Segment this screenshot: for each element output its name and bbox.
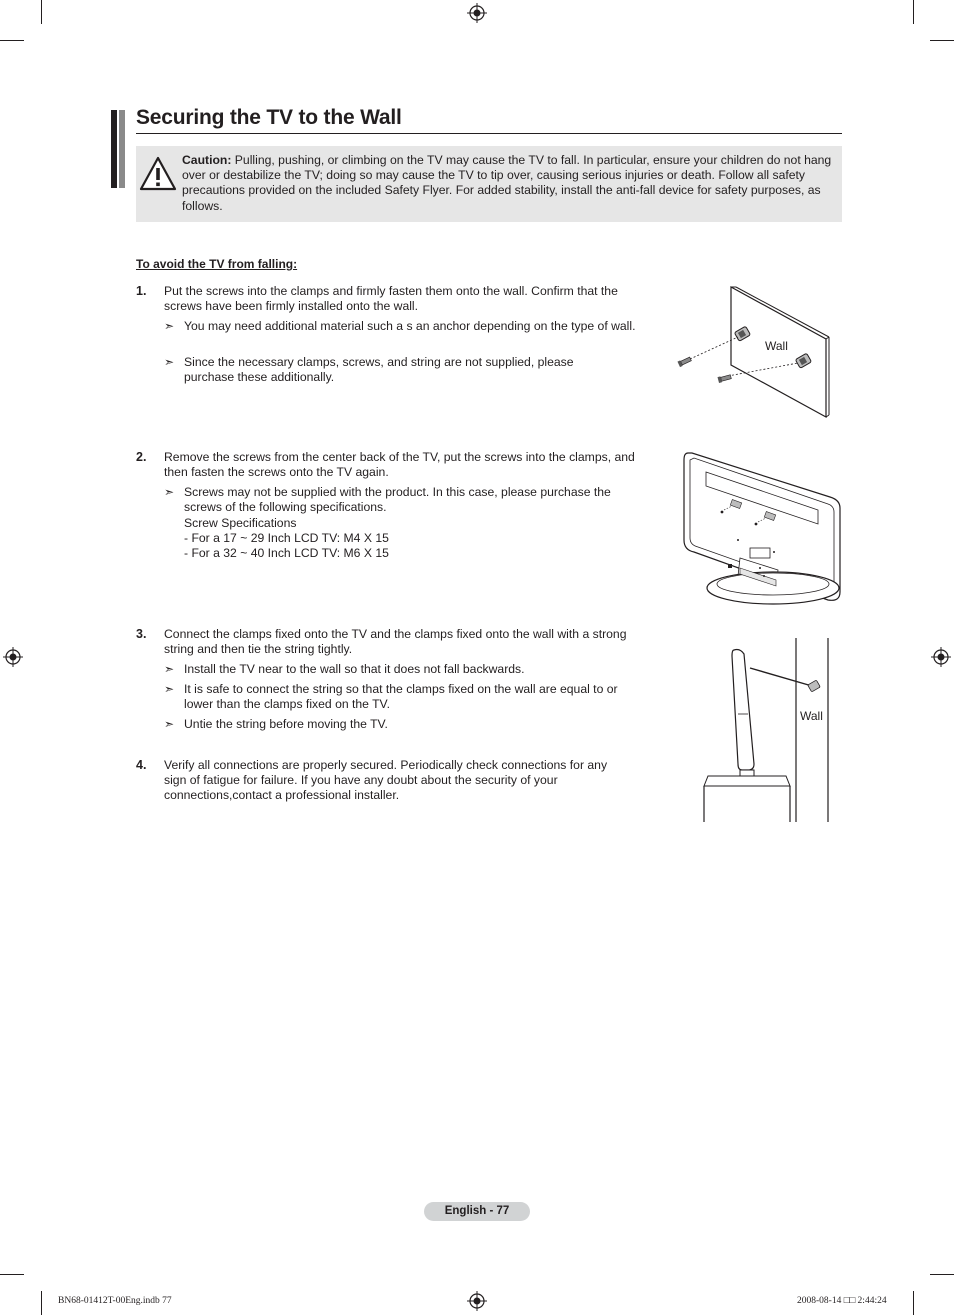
- warning-triangle-icon: [139, 156, 177, 192]
- caution-text: [182, 153, 832, 214]
- print-slug-left: BN68-01412T-00Eng.indb 77: [58, 1296, 172, 1306]
- page-number-badge: English - 77: [424, 1202, 530, 1221]
- crop-mark: [0, 40, 24, 41]
- step-note: It is safe to connect the string so that the clamps fixed on the wall are equal to or lower than the clamps fixed on the TV.: [184, 682, 618, 712]
- caution-body: Pulling, pushing, or climbing on the TV may cause the TV to fall. In particular, ensure your children do not hang over or destabilize the TV; doing so may cause the TV to tip over, causing serious injuries or death. Follow all safety precautions provided on the included Safety Flyer. For added stability, install the anti-fall device for safety purposes, as follows.: [182, 153, 832, 213]
- section-subheading: To avoid the TV from falling:: [136, 257, 298, 271]
- note-arrow-icon: ➣: [164, 682, 175, 696]
- step-note: Untie the string before moving the TV.: [184, 717, 388, 731]
- step-text: Connect the clamps fixed onto the TV and the clamps fixed onto the wall with a strong string and then tie the string tightly.: [164, 627, 627, 657]
- caution-label: Caution:: [182, 153, 232, 167]
- registration-mark-icon: [3, 647, 23, 667]
- screw-spec-title: Screw Specifications: [184, 516, 297, 530]
- crop-mark: [41, 1291, 42, 1315]
- step-text: Verify all connections are properly secured. Periodically check connections for any sign of fatigue for failure. If you have any doubt about the security of your connections,contact a professional installer.: [164, 758, 608, 803]
- note-arrow-icon: ➣: [164, 717, 175, 731]
- tv-side-string-figure: [696, 636, 836, 824]
- step-text: Remove the screws from the center back of the TV, put the screws into the clamps, and then fasten the screws onto the TV again.: [164, 450, 635, 480]
- registration-mark-icon: [931, 647, 951, 667]
- note-arrow-icon: ➣: [164, 662, 175, 676]
- step-note: Install the TV near to the wall so that it does not fall backwards.: [184, 662, 525, 676]
- step-note: Screws may not be supplied with the product. In this case, please purchase the screws of the following specifications.: [184, 485, 611, 515]
- tv-back-figure: [678, 450, 844, 610]
- crop-mark: [0, 1274, 24, 1275]
- registration-mark-icon: [467, 3, 487, 23]
- title-accent-bar: [119, 110, 125, 188]
- crop-mark: [930, 40, 954, 41]
- page-title: Securing the TV to the Wall: [136, 106, 402, 129]
- note-arrow-icon: ➣: [164, 319, 175, 333]
- step-note: Since the necessary clamps, screws, and string are not supplied, please purchase these additionally.: [184, 355, 574, 385]
- step-number: 4.: [136, 758, 147, 772]
- crop-mark: [913, 0, 914, 24]
- crop-mark: [930, 1274, 954, 1275]
- step-number: 3.: [136, 627, 147, 641]
- print-slug-right: 2008-08-14 □□ 2:44:24: [797, 1296, 887, 1306]
- note-arrow-icon: ➣: [164, 355, 175, 369]
- note-arrow-icon: ➣: [164, 485, 175, 499]
- wall-clamp-figure: [676, 284, 832, 422]
- step-number: 1.: [136, 284, 147, 298]
- title-accent-bar: [111, 110, 117, 188]
- step-number: 2.: [136, 450, 147, 464]
- wall-label: Wall: [800, 709, 823, 723]
- title-rule: [136, 133, 842, 134]
- registration-mark-icon: [467, 1291, 487, 1311]
- step-note: You may need additional material such a s an anchor depending on the type of wall.: [184, 319, 636, 333]
- crop-mark: [913, 1291, 914, 1315]
- screw-spec-item: - For a 32 ~ 40 Inch LCD TV: M6 X 15: [184, 546, 389, 560]
- screw-spec-item: - For a 17 ~ 29 Inch LCD TV: M4 X 15: [184, 531, 389, 545]
- step-text: Put the screws into the clamps and firmly fasten them onto the wall. Confirm that the screws have been firmly installed onto the wall.: [164, 284, 618, 314]
- crop-mark: [41, 0, 42, 24]
- wall-label: Wall: [765, 339, 788, 353]
